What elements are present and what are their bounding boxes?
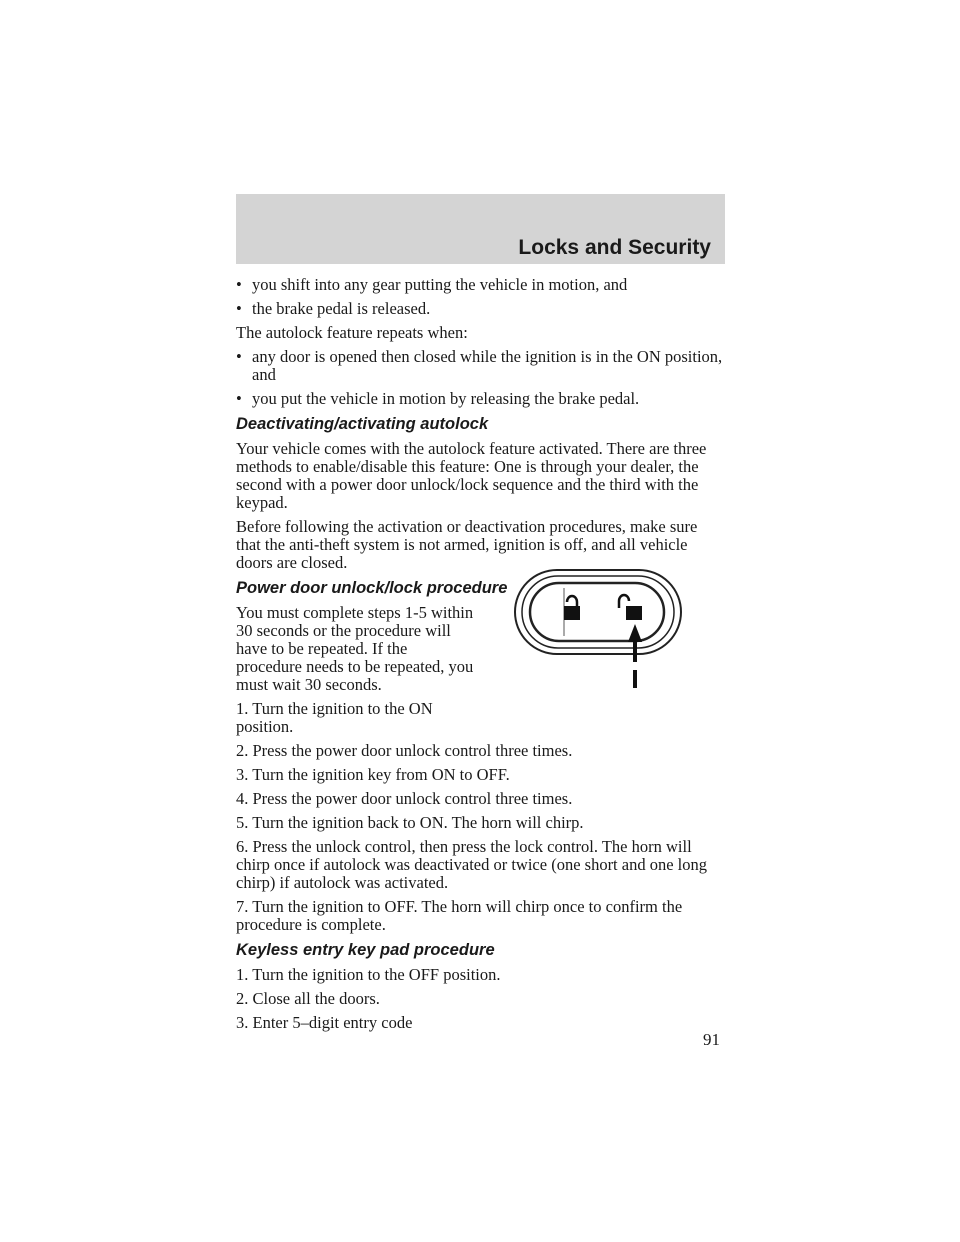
step-item: 2. Press the power door unlock control three times. [236, 741, 573, 760]
heading-keypad: Keyless entry key pad procedure [236, 941, 495, 959]
page-number: 91 [703, 1030, 720, 1049]
step-item: 5. Turn the ignition back to ON. The horn will chirp. [236, 813, 584, 832]
door-lock-switch-illustration [512, 566, 692, 690]
header-band [236, 194, 725, 264]
list-item: • you shift into any gear putting the vehicle in motion, and [236, 276, 725, 294]
step-item: 3. Enter 5–digit entry code [236, 1013, 413, 1032]
paragraph: You must complete steps 1-5 within 30 seconds or the procedure will have to be repeated. If the procedure needs to be repeated, you must wait 30 seconds. [236, 603, 474, 694]
door-lock-switch-figure [512, 566, 692, 690]
step-item: 1. Turn the ignition to the ON position. [236, 699, 433, 736]
step-item: 6. Press the unlock control, then press the lock control. The horn will chirp once if autolock was deactivated or twice (one short and one long chirp) if autolock was activated. [236, 837, 707, 892]
paragraph: Your vehicle comes with the autolock feature activated. There are three methods to enable/disable this feature: One is through your dealer, the second with a power door unlock/lock sequence and the third with the keypad. [236, 439, 707, 512]
step-item: 1. Turn the ignition to the OFF position. [236, 965, 501, 984]
list-item: • the brake pedal is released. [236, 300, 725, 318]
step-item: 2. Close all the doors. [236, 989, 380, 1008]
step-item: 4. Press the power door unlock control three times. [236, 789, 573, 808]
step-item: 3. Turn the ignition key from ON to OFF. [236, 765, 510, 784]
paragraph: Before following the activation or deactivation procedures, make sure that the anti-theft system is not armed, ignition is off, and all vehicle doors are closed. [236, 517, 698, 572]
step-item: 7. Turn the ignition to OFF. The horn will chirp once to confirm the procedure is complete. [236, 897, 683, 934]
list-item: • you put the vehicle in motion by releasing the brake pedal. [236, 390, 725, 408]
switch-rocker [530, 583, 664, 641]
repeat-text: The autolock feature repeats when: [236, 323, 468, 342]
list-item: • any door is opened then closed while the ignition is in the ON position, and [236, 348, 725, 384]
section-title: Locks and Security [518, 236, 711, 259]
heading-power-door: Power door unlock/lock procedure [236, 579, 508, 597]
heading-deactivating: Deactivating/activating autolock [236, 415, 489, 433]
